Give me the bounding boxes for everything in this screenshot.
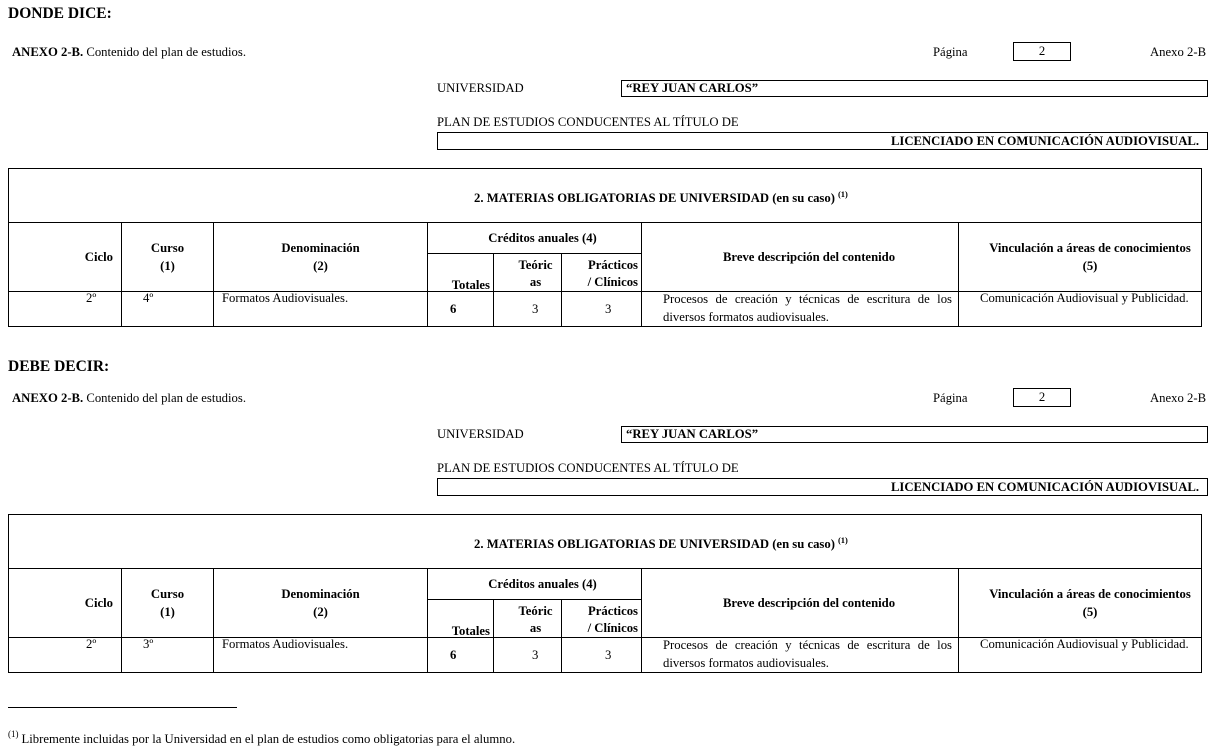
pagina-label: Página — [933, 391, 968, 405]
header-totales: Totales — [427, 253, 494, 292]
header-denominacion-label: Denominación — [281, 241, 360, 255]
plan-estudios-label: PLAN DE ESTUDIOS CONDUCENTES AL TÍTULO DE — [437, 115, 739, 129]
header-teoricas — [493, 599, 562, 638]
cell-teoricas: 3 — [493, 637, 562, 673]
header-denominacion-note: (2) — [313, 259, 328, 273]
cell-totales: 6 — [427, 291, 494, 327]
titulo-box: LICENCIADO EN COMUNICACIÓN AUDIOVISUAL. — [437, 478, 1208, 496]
plan-estudios-label: PLAN DE ESTUDIOS CONDUCENTES AL TÍTULO DE — [437, 461, 739, 475]
header-vinculacion — [958, 222, 1202, 292]
cell-vinculacion: Comunicación Audiovisual y Publicidad. — [958, 291, 1202, 327]
cell-denominacion: Formatos Audiovisuales. — [213, 637, 428, 673]
header-ciclo: Ciclo — [8, 568, 122, 638]
cell-descripcion — [641, 637, 959, 673]
materias-table — [8, 514, 1202, 673]
header-teoricas-line2: as — [529, 621, 542, 635]
anexo-label: ANEXO 2-B. — [12, 45, 84, 59]
header-denominacion — [213, 568, 428, 638]
header-vinculacion-note: (5) — [1082, 259, 1098, 273]
pagina-number-box: 2 — [1013, 42, 1071, 61]
header-ciclo: Ciclo — [8, 222, 122, 292]
header-vinculacion-label: Vinculación a áreas de conocimientos — [989, 587, 1191, 601]
cell-curso: 3º — [121, 637, 214, 673]
section-donde-dice — [0, 0, 1212, 346]
header-descripcion: Breve descripción del contenido — [641, 568, 959, 638]
header-vinculacion-note: (5) — [1082, 605, 1098, 619]
header-practicos-line1: Prácticos — [587, 258, 638, 272]
universidad-label: UNIVERSIDAD — [437, 81, 524, 95]
cell-totales: 6 — [427, 637, 494, 673]
header-denominacion-note: (2) — [313, 605, 328, 619]
header-teoricas-line1: Teóric — [518, 604, 553, 618]
header-creditos-anuales: Créditos anuales (4) — [427, 568, 642, 600]
header-curso-note: (1) — [160, 259, 175, 273]
section-heading: DEBE DECIR: — [8, 358, 110, 375]
header-vinculacion-label: Vinculación a áreas de conocimientos — [989, 241, 1191, 255]
titulo-box: LICENCIADO EN COMUNICACIÓN AUDIOVISUAL. — [437, 132, 1208, 150]
header-curso — [121, 568, 214, 638]
footnote-marker: (1) — [8, 729, 19, 739]
section-heading: DONDE DICE: — [8, 5, 112, 22]
footnote-rule — [8, 707, 237, 708]
universidad-label: UNIVERSIDAD — [437, 427, 524, 441]
header-practicos — [561, 599, 642, 638]
table-title: 2. MATERIAS OBLIGATORIAS DE UNIVERSIDAD (en su caso) — [474, 536, 835, 551]
anexo-text: Contenido del plan de estudios. — [86, 391, 247, 405]
header-curso-label: Curso — [150, 241, 185, 255]
cell-practicos: 3 — [561, 637, 642, 673]
pagina-number-box: 2 — [1013, 388, 1071, 407]
cell-descripcion-text: Procesos de creación y técnicas de escritura de los diversos formatos audiovisuales. — [663, 638, 952, 670]
table-row — [8, 291, 1202, 327]
section-debe-decir — [0, 346, 1212, 692]
cell-practicos: 3 — [561, 291, 642, 327]
anexo-reference: Anexo 2-B — [1150, 45, 1207, 59]
pagina-label: Página — [933, 45, 968, 59]
table-title-footnote-ref: (1) — [837, 534, 848, 545]
header-denominacion-label: Denominación — [281, 587, 360, 601]
header-practicos-line2: / Clínicos — [587, 621, 638, 635]
cell-curso: 4º — [121, 291, 214, 327]
header-practicos — [561, 253, 642, 292]
header-creditos-anuales: Créditos anuales (4) — [427, 222, 642, 254]
table-row — [8, 637, 1202, 673]
header-curso-label: Curso — [150, 587, 185, 601]
header-curso-note: (1) — [160, 605, 175, 619]
anexo-label: ANEXO 2-B. — [12, 391, 84, 405]
header-practicos-line2: / Clínicos — [587, 275, 638, 289]
cell-descripcion-text: Procesos de creación y técnicas de escritura de los diversos formatos audiovisuales. — [663, 292, 952, 324]
table-title-cell — [8, 514, 1202, 569]
table-title-footnote-ref: (1) — [837, 188, 848, 199]
header-teoricas-line1: Teóric — [518, 258, 553, 272]
header-curso — [121, 222, 214, 292]
anexo-line — [12, 390, 246, 406]
cell-vinculacion: Comunicación Audiovisual y Publicidad. — [958, 637, 1202, 673]
header-teoricas — [493, 253, 562, 292]
cell-descripcion — [641, 291, 959, 327]
anexo-reference: Anexo 2-B — [1150, 391, 1207, 405]
cell-denominacion: Formatos Audiovisuales. — [213, 291, 428, 327]
header-totales: Totales — [427, 599, 494, 638]
universidad-name-box: “REY JUAN CARLOS” — [621, 426, 1208, 443]
anexo-text: Contenido del plan de estudios. — [86, 45, 247, 59]
header-descripcion: Breve descripción del contenido — [641, 222, 959, 292]
cell-ciclo: 2º — [8, 291, 122, 327]
header-practicos-line1: Prácticos — [587, 604, 638, 618]
cell-teoricas: 3 — [493, 291, 562, 327]
materias-table — [8, 168, 1202, 327]
cell-ciclo: 2º — [8, 637, 122, 673]
table-title-cell — [8, 168, 1202, 223]
footnote-text: Libremente incluidas por la Universidad en el plan de estudios como obligatorias para el alumno. — [21, 732, 516, 746]
anexo-line — [12, 44, 246, 60]
header-vinculacion — [958, 568, 1202, 638]
universidad-name-box: “REY JUAN CARLOS” — [621, 80, 1208, 97]
header-denominacion — [213, 222, 428, 292]
header-teoricas-line2: as — [529, 275, 542, 289]
table-title: 2. MATERIAS OBLIGATORIAS DE UNIVERSIDAD (en su caso) — [474, 190, 835, 205]
